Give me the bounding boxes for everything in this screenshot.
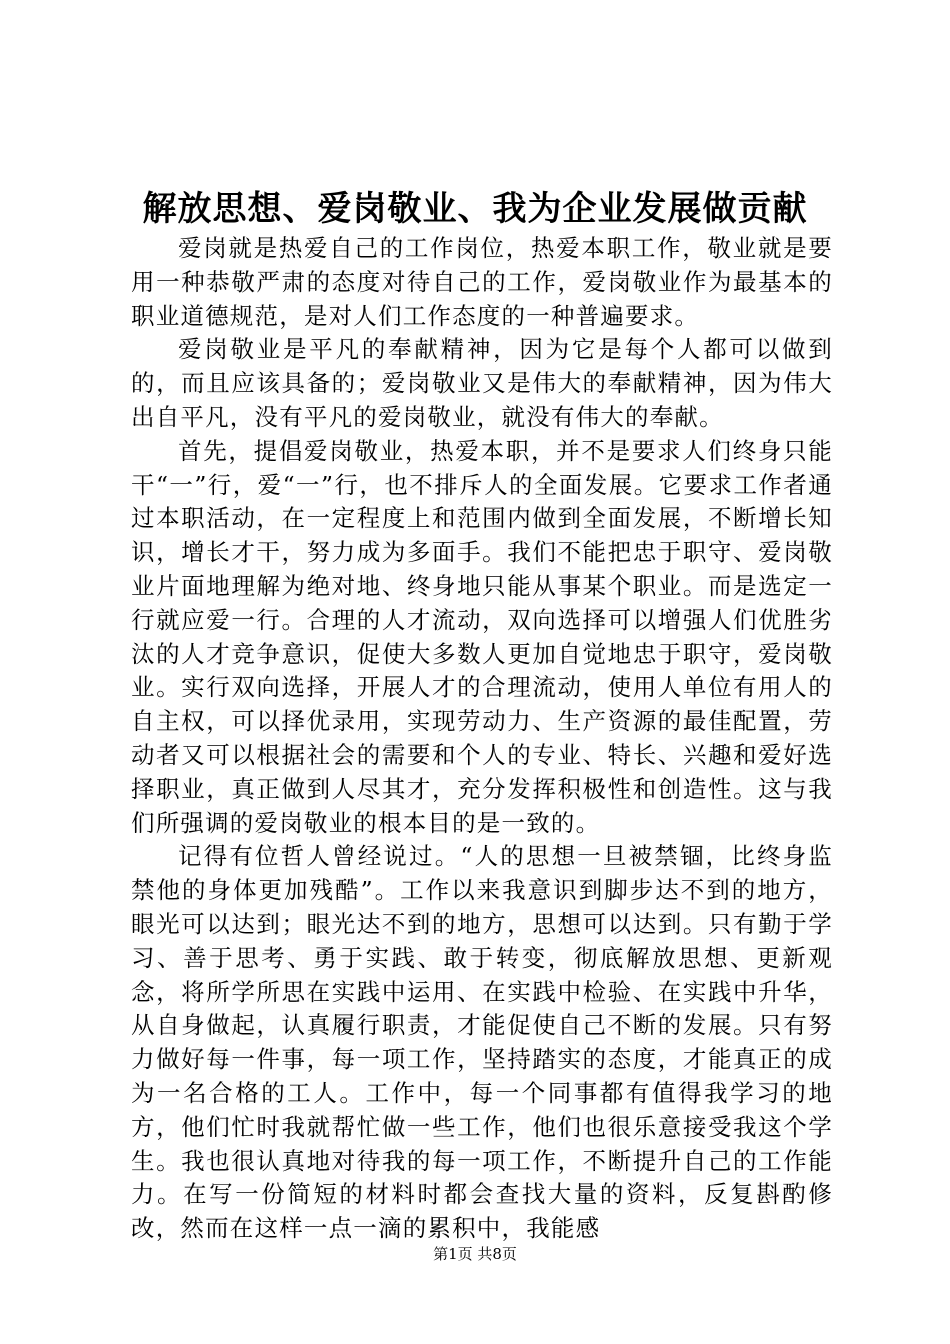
- page-number-footer: 第1页 共8页: [433, 1245, 517, 1263]
- paragraph-3: 首先，提倡爱岗敬业，热爱本职，并不是要求人们终身只能干“一”行，爱“一”行，也不排斥人的全面发展。它要求工作者通过本职活动，在一定程度上和范围内做到全面发展，不断增长知识，增长才干，努力成为多面手。我们不能把忠于职守、爱岗敬业片面地理解为绝对地、终身地只能从事某个职业。而是选定一行就应爱一行。合理的人才流动，双向选择可以增强人们优胜劣汰的人才竞争意识，促使大多数人更加自觉地忠于职守，爱岗敬业。实行双向选择，开展人才的合理流动，使用人单位有用人的自主权，可以择优录用，实现劳动力、生产资源的最佳配置，劳动者又可以根据社会的需要和个人的专业、特长、兴趣和爱好选择职业，真正做到人尽其才，充分发挥积极性和创造性。这与我们所强调的爱岗敬业的根本目的是一致的。: [131, 436, 833, 837]
- document-title: 解放思想、爱岗敬业、我为企业发展做贡献: [142, 189, 808, 229]
- paragraph-2: 爱岗敬业是平凡的奉献精神，因为它是每个人都可以做到的，而且应该具备的；爱岗敬业又是伟大的奉献精神，因为伟大出自平凡，没有平凡的爱岗敬业，就没有伟大的奉献。: [131, 335, 833, 431]
- paragraph-4: 记得有位哲人曾经说过。“人的思想一旦被禁锢，比终身监禁他的身体更加残酷”。工作以来我意识到脚步达不到的地方，眼光可以达到；眼光达不到的地方，思想可以达到。只有勤于学习、善于思考、勇于实践、敢于转变，彻底解放思想、更新观念，将所学所思在实践中运用、在实践中检验、在实践中升华，从自身做起，认真履行职责，才能促使自己不断的发展。只有努力做好每一件事，每一项工作，坚持踏实的态度，才能真正的成为一名合格的工人。工作中，每一个同事都有值得我学习的地方，他们忙时我就帮忙做一些工作，他们也很乐意接受我这个学生。我也很认真地对待我的每一项工作，不断提升自己的工作能力。在写一份简短的材料时都会查找大量的资料，反复斟酌修改，然而在这样一点一滴的累积中，我能感: [131, 842, 833, 1243]
- document-body: [131, 232, 833, 1246]
- paragraph-1: 爱岗就是热爱自己的工作岗位，热爱本职工作，敬业就是要用一种恭敬严肃的态度对待自己的工作，爱岗敬业作为最基本的职业道德规范，是对人们工作态度的一种普遍要求。: [131, 234, 833, 330]
